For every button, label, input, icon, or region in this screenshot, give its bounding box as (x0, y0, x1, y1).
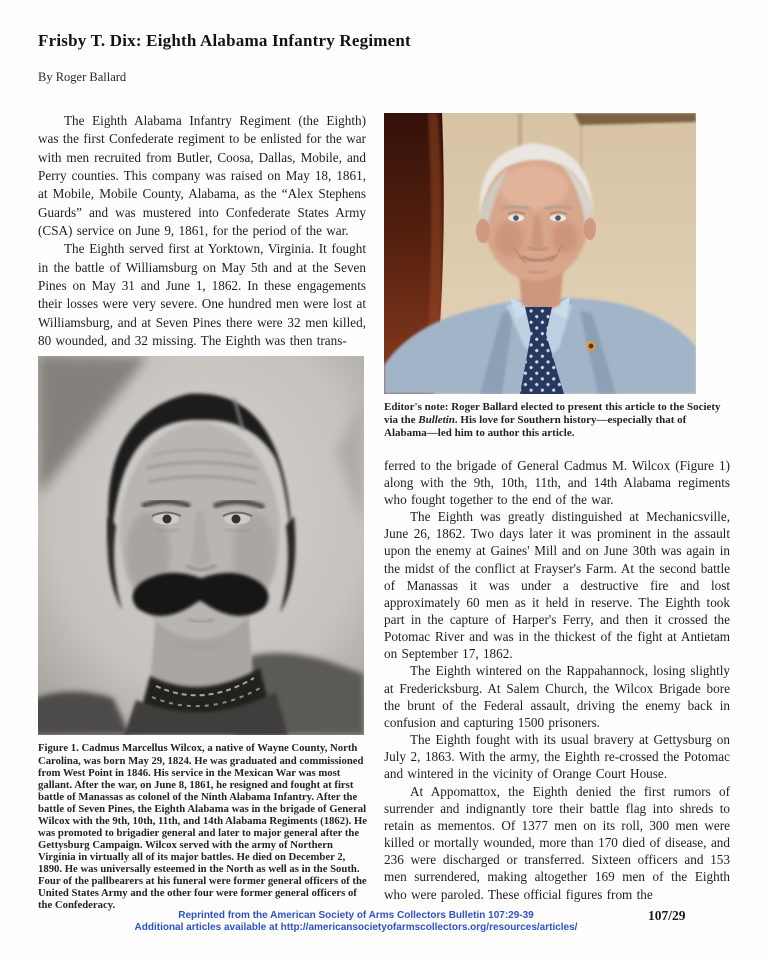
author-photo (384, 113, 696, 394)
footer-reprint-note (46, 910, 666, 935)
paragraph: The Eighth was greatly distinguished at Mechanicsville, June 26, 1862. Two days later it was prominent in the assault upon the enemy at Gaines' Mill and on June 30th was again in the midst of the conflict at Frayser's Farm. At the second battle of Manassas it was under a destructive fire and lost approximately 60 men as it held in reserve. The Eighth took part in the capture of Harper's Ferry, and then it crossed the Potomac River and was in the thickest of the fight at Antietam on September 17, 1862. (384, 509, 730, 662)
figure1-wilcox-photo (38, 356, 364, 735)
paragraph: At Appomattox, the Eighth denied the first rumors of surrender and indignantly tore their battle flag into shreds to retain as mementos. Of 1377 men on its roll, 300 men were killed or mortally wounded, more than 170 died of disease, and 236 were discharged or transferred. Sixteen officers and 153 men surrendered, making altogether 169 men of the Eighth who were paroled. These official figures from the (384, 783, 730, 902)
editors-note-italic: Bulletin (418, 414, 455, 427)
paragraph: The Eighth fought with its usual bravery at Gettysburg on July 2, 1863. With the army, the Eighth re-crossed the Potomac and wintered in the vicinity of Orange Court House. (384, 732, 730, 782)
paragraph: The Eighth wintered on the Rappahannock, losing slightly at Fredericksburg. At Salem Church, the Wilcox Brigade bore the brunt of the Federal assault, driving the enemy back in confusion and capturing 1500 prisoners. (384, 663, 730, 730)
right-column (384, 113, 730, 903)
figure1-caption: Figure 1. Cadmus Marcellus Wilcox, a native of Wayne County, North Carolina, was born May 29, 1824. He was graduated and commissioned from West Point in 1846. His service in the Mexican War was most gallant. After the war, on June 8, 1861, he resigned and fought at first battle of Manassas as colonel of the Ninth Alabama Infantry. After the battle of Seven Pines, the Eighth Alabama was in the brigade of General Wilcox with the 9th, 10th, 11th, and 14th Alabama Regiments (1862). He was promoted to brigadier general and later to major general after the Gettysburg Campaign. Wilcox served with the army of Northern Virginia in virtually all of its major battles. He died on December 2, 1890. He was universally esteemed in the North as well as in the South. Four of the pallbearers at his funeral were former general officers of the United States Army and the other four were former general officers of the Confederacy. (38, 742, 368, 912)
page-number: 107/29 (648, 908, 686, 923)
footer-line1: Reprinted from the American Society of Arms Collectors Bulletin 107:29-39 (178, 910, 534, 921)
byline: By Roger Ballard (38, 70, 127, 84)
editors-note-text: Editor's note: Roger Ballard elected to present this article to the Society via the (384, 401, 721, 427)
footer-line2: Additional articles available at http://americansocietyofarmscollectors.org/resources/articles/ (134, 922, 578, 934)
editors-note-text: . His love for Southern history—especially that of Alabama—led him to author this article. (384, 414, 687, 440)
left-column (38, 112, 366, 911)
paragraph: The Eighth Alabama Infantry Regiment (the Eighth) was the first Confederate regiment to be enlisted for the war with men recruited from Butler, Coosa, Dallas, Mobile, and Perry counties. This company was raised on May 18, 1861, at Mobile, Mobile County, Alabama, as the “Alex Stephens Guards” and was mustered into Confederate States Army (CSA) service on June 9, 1861, for the period of the war. (38, 113, 366, 239)
paragraph: The Eighth served first at Yorktown, Virginia. It fought in the battle of Williamsburg on May 5th and at the Seven Pines on May 31 and June 1, 1862. In these engagements their losses were very severe. One hundred men were lost at Williamsburg, and at Seven Pines there were 32 men killed, 80 wounded, and 32 missing. The Eighth was then trans- (38, 241, 366, 349)
page-title: Frisby T. Dix: Eighth Alabama Infantry Regiment (38, 31, 411, 50)
editors-note (384, 401, 724, 441)
paragraph: ferred to the brigade of General Cadmus M. Wilcox (Figure 1) along with the 9th, 10th, 11th, and 14th Alabama regiments who fought together to the end of the war. (384, 457, 730, 507)
right-body-text (384, 457, 730, 903)
